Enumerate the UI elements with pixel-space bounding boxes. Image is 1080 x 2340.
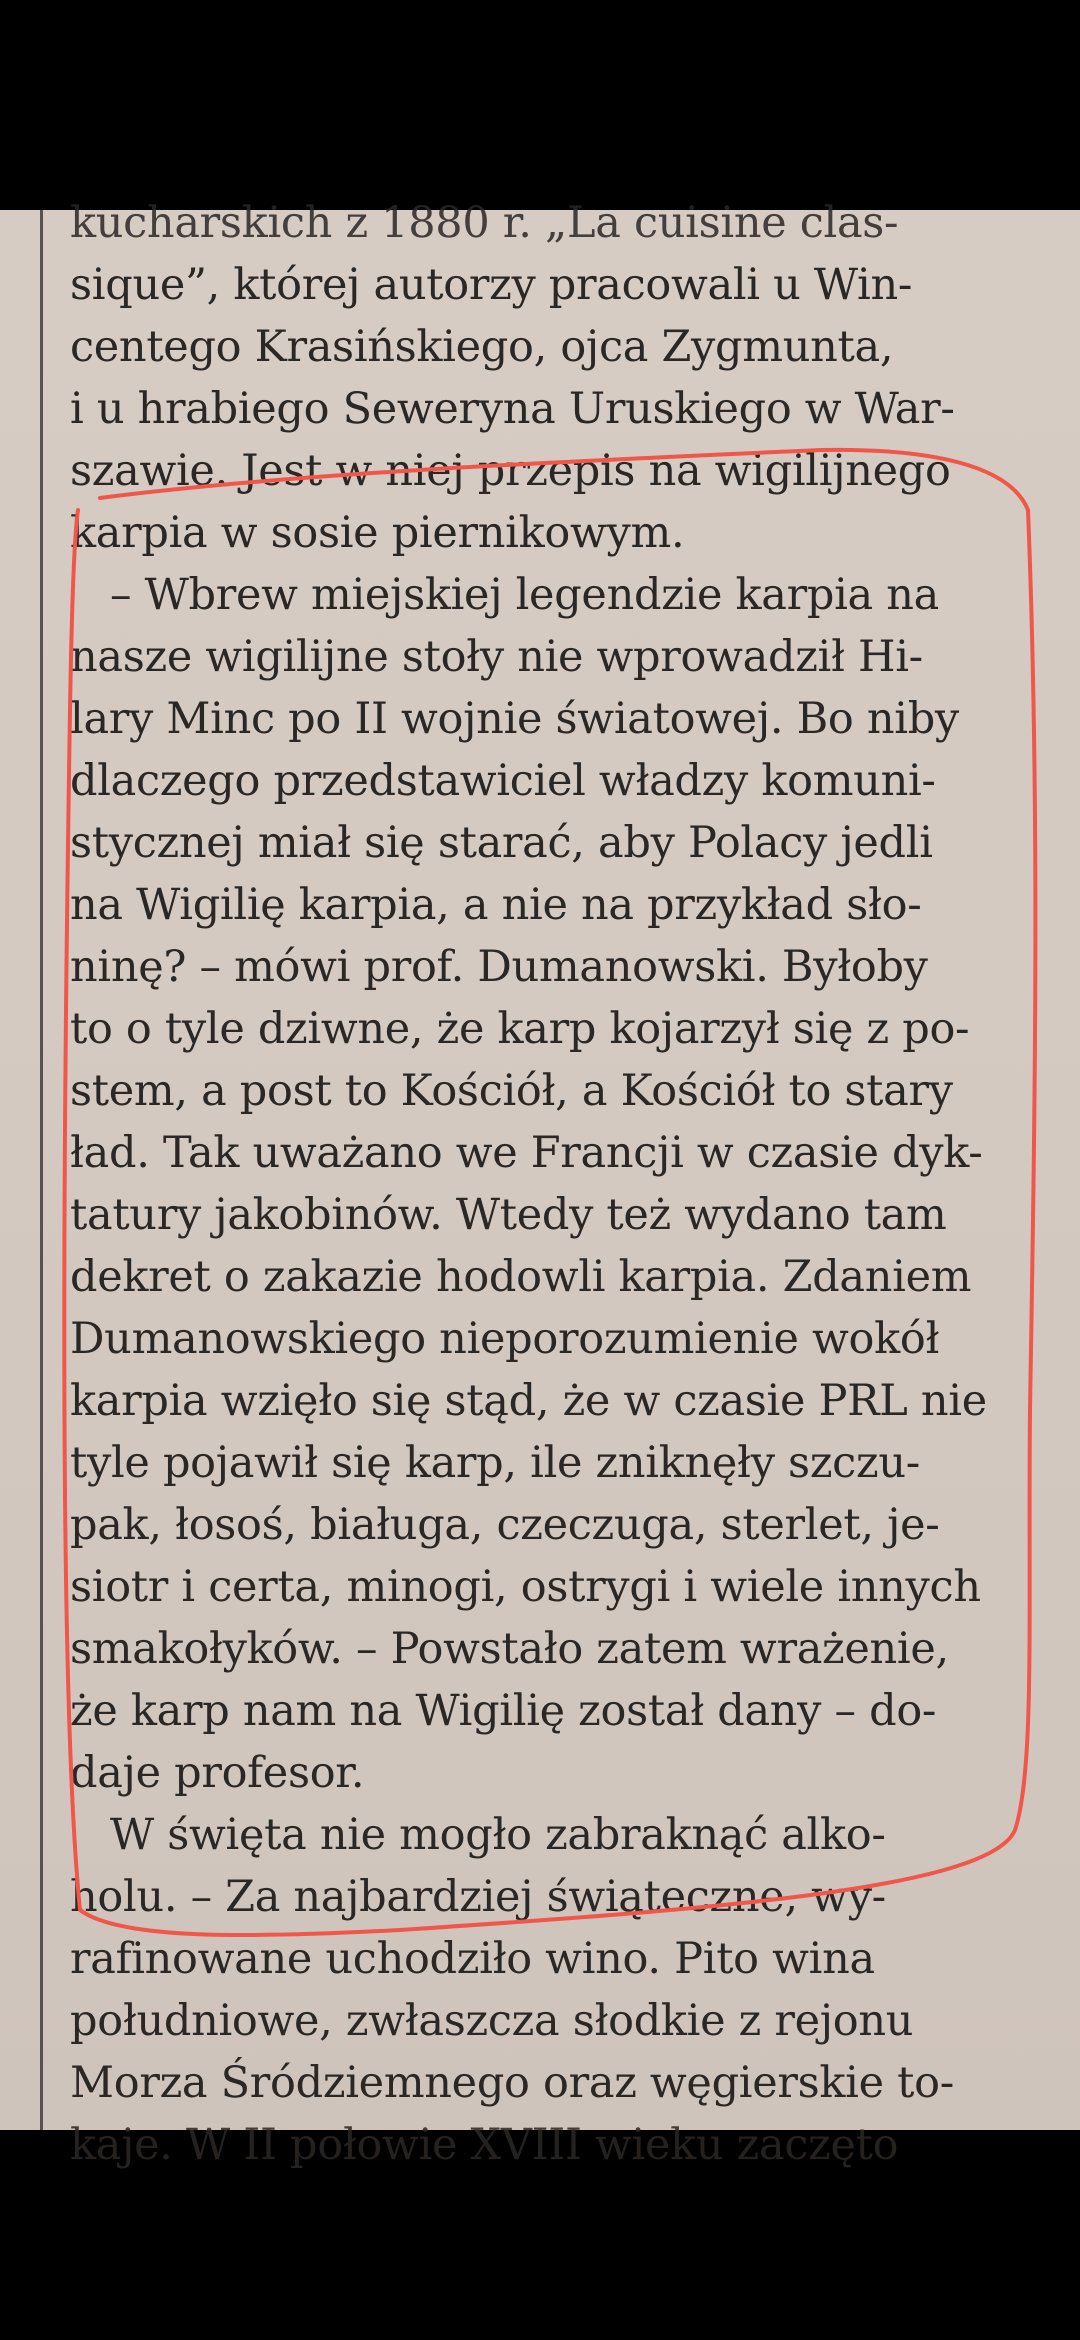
article-line: szawie. Jest w niej przepis na wigilijnego: [70, 446, 951, 496]
article-line: kucharskich z 1880 r. „La cuisine clas-: [70, 198, 899, 248]
article-line: nasze wigilijne stoły nie wprowadził Hi-: [70, 632, 923, 682]
article-line: stycznej miał się starać, aby Polacy jedli: [70, 818, 933, 868]
article-line: że karp nam na Wigilię został dany – do-: [70, 1686, 937, 1736]
article-line: południowe, zwłaszcza słodkie z rejonu: [70, 1996, 914, 2046]
article-line: lary Minc po II wojnie światowej. Bo niby: [70, 694, 959, 744]
article-line: dekret o zakazie hodowli karpia. Zdaniem: [70, 1252, 972, 1302]
article-line: karpia wzięło się stąd, że w czasie PRL nie: [70, 1376, 987, 1426]
article-line: pak, łosoś, białuga, czeczuga, sterlet, je-: [70, 1500, 940, 1550]
article-line: rafinowane uchodziło wino. Pito wina: [70, 1934, 875, 1984]
newspaper-photo: [0, 198, 1080, 2170]
article-line: Dumanowskiego nieporozumienie wokół: [70, 1314, 940, 1364]
article-line: i u hrabiego Seweryna Uruskiego w War-: [70, 384, 955, 434]
article-line: Morza Śródziemnego oraz węgierskie to-: [70, 2058, 954, 2108]
article-line: to o tyle dziwne, że karp kojarzył się z po-: [70, 1004, 970, 1054]
article-line: W święta nie mogło zabraknąć alko-: [110, 1810, 886, 1860]
article-line: – Wbrew miejskiej legendzie karpia na: [110, 570, 939, 620]
article-line: dlaczego przedstawiciel władzy komuni-: [70, 756, 936, 806]
article-line: ninę? – mówi prof. Dumanowski. Byłoby: [70, 942, 928, 992]
article-line: sique”, której autorzy pracowali u Win-: [70, 260, 913, 310]
article-line: smakołyków. – Powstało zatem wrażenie,: [70, 1624, 949, 1674]
article-text: [70, 192, 1070, 2176]
article-line: holu. – Za najbardziej świąteczne, wy-: [70, 1872, 886, 1922]
article-line: kaje. W II połowie XVIII wieku zaczęto: [70, 2120, 899, 2170]
article-line: tatury jakobinów. Wtedy też wydano tam: [70, 1190, 947, 1240]
article-line: daje profesor.: [70, 1748, 365, 1798]
article-line: siotr i certa, minogi, ostrygi i wiele innych: [70, 1562, 981, 1612]
article-line: ład. Tak uważano we Francji w czasie dyk-: [70, 1128, 983, 1178]
article-line: centego Krasińskiego, ojca Zygmunta,: [70, 322, 894, 372]
article-line: stem, a post to Kościół, a Kościół to stary: [70, 1066, 953, 1116]
article-line: na Wigilię karpia, a nie na przykład sło-: [70, 880, 922, 930]
column-rule: [40, 210, 43, 2130]
article-line: tyle pojawił się karp, ile zniknęły szczu-: [70, 1438, 920, 1488]
article-line: karpia w sosie piernikowym.: [70, 508, 685, 558]
